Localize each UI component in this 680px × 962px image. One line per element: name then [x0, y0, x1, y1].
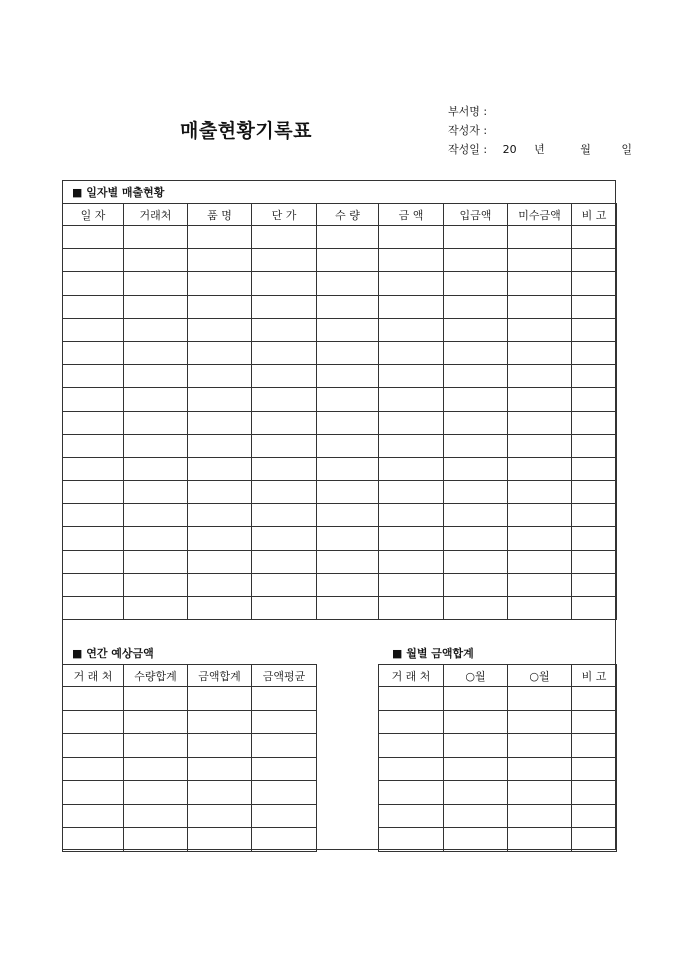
- empty-cell[interactable]: [63, 734, 124, 758]
- empty-cell[interactable]: [63, 457, 124, 480]
- empty-cell[interactable]: [188, 226, 252, 249]
- empty-cell[interactable]: [124, 388, 188, 411]
- header-cell: 입금액: [444, 204, 508, 226]
- empty-cell[interactable]: [252, 434, 317, 457]
- empty-cell[interactable]: [572, 550, 617, 573]
- empty-cell[interactable]: [252, 527, 317, 550]
- empty-cell[interactable]: [124, 573, 188, 596]
- annual-row: [63, 687, 317, 711]
- empty-cell[interactable]: [379, 272, 444, 295]
- date-month: 월: [580, 143, 591, 156]
- empty-cell[interactable]: [508, 226, 572, 249]
- empty-cell[interactable]: [572, 734, 617, 758]
- annual-row: [63, 710, 317, 734]
- empty-cell[interactable]: [317, 341, 379, 364]
- empty-cell[interactable]: [252, 272, 317, 295]
- empty-cell[interactable]: [63, 710, 124, 734]
- empty-cell[interactable]: [63, 527, 124, 550]
- empty-cell[interactable]: [188, 249, 252, 272]
- empty-cell[interactable]: [508, 272, 572, 295]
- empty-cell[interactable]: [572, 341, 617, 364]
- empty-cell[interactable]: [379, 573, 444, 596]
- header-cell: 거 래 처: [379, 665, 444, 687]
- empty-cell[interactable]: [124, 504, 188, 527]
- empty-cell[interactable]: [508, 828, 572, 852]
- empty-cell[interactable]: [444, 365, 508, 388]
- dept-field: [448, 103, 487, 119]
- empty-cell[interactable]: [188, 710, 252, 734]
- annual-row: [63, 757, 317, 781]
- empty-cell[interactable]: [444, 341, 508, 364]
- daily-section-title: ■ 일자별 매출현황: [72, 186, 165, 199]
- header-cell: 수 량: [317, 204, 379, 226]
- dept-label: 부서명 :: [448, 105, 488, 118]
- empty-cell[interactable]: [124, 804, 188, 828]
- empty-cell[interactable]: [508, 757, 572, 781]
- empty-cell[interactable]: [379, 226, 444, 249]
- empty-cell[interactable]: [252, 828, 317, 852]
- empty-cell[interactable]: [572, 388, 617, 411]
- monthly-row: [379, 804, 617, 828]
- empty-cell[interactable]: [63, 597, 124, 620]
- daily-row: [63, 272, 617, 295]
- empty-cell[interactable]: [63, 434, 124, 457]
- empty-cell[interactable]: [124, 734, 188, 758]
- empty-cell[interactable]: [188, 734, 252, 758]
- empty-cell[interactable]: [508, 341, 572, 364]
- empty-cell[interactable]: [252, 550, 317, 573]
- empty-cell[interactable]: [63, 226, 124, 249]
- daily-sales-table: [62, 203, 617, 620]
- empty-cell[interactable]: [188, 318, 252, 341]
- annual-row: [63, 804, 317, 828]
- empty-cell[interactable]: [124, 527, 188, 550]
- empty-cell[interactable]: [252, 318, 317, 341]
- empty-cell[interactable]: [124, 687, 188, 711]
- empty-cell[interactable]: [252, 226, 317, 249]
- empty-cell[interactable]: [379, 550, 444, 573]
- empty-cell[interactable]: [572, 573, 617, 596]
- daily-row: [63, 573, 617, 596]
- empty-cell[interactable]: [317, 388, 379, 411]
- empty-cell[interactable]: [508, 388, 572, 411]
- daily-row: [63, 295, 617, 318]
- empty-cell[interactable]: [508, 710, 572, 734]
- header-cell: 품 명: [188, 204, 252, 226]
- annual-row: [63, 734, 317, 758]
- daily-row: [63, 550, 617, 573]
- empty-cell[interactable]: [444, 734, 508, 758]
- empty-cell[interactable]: [63, 249, 124, 272]
- empty-cell[interactable]: [508, 597, 572, 620]
- empty-cell[interactable]: [508, 411, 572, 434]
- empty-cell[interactable]: [63, 573, 124, 596]
- daily-row: [63, 504, 617, 527]
- empty-cell[interactable]: [124, 457, 188, 480]
- empty-cell[interactable]: [508, 687, 572, 711]
- empty-cell[interactable]: [572, 828, 617, 852]
- empty-cell[interactable]: [508, 804, 572, 828]
- empty-cell[interactable]: [379, 341, 444, 364]
- empty-cell[interactable]: [63, 757, 124, 781]
- empty-cell[interactable]: [379, 434, 444, 457]
- empty-cell[interactable]: [317, 295, 379, 318]
- empty-cell[interactable]: [444, 573, 508, 596]
- empty-cell[interactable]: [444, 710, 508, 734]
- empty-cell[interactable]: [444, 411, 508, 434]
- empty-cell[interactable]: [572, 687, 617, 711]
- empty-cell[interactable]: [379, 318, 444, 341]
- header-cell: ○월: [508, 665, 572, 687]
- empty-cell[interactable]: [572, 295, 617, 318]
- empty-cell[interactable]: [444, 527, 508, 550]
- header-cell: ○월: [444, 665, 508, 687]
- daily-row: [63, 226, 617, 249]
- empty-cell[interactable]: [124, 365, 188, 388]
- empty-cell[interactable]: [188, 597, 252, 620]
- empty-cell[interactable]: [444, 318, 508, 341]
- annual-section-title: ■ 연간 예상금액: [72, 647, 154, 660]
- empty-cell[interactable]: [252, 249, 317, 272]
- empty-cell[interactable]: [188, 365, 252, 388]
- empty-cell[interactable]: [572, 757, 617, 781]
- empty-cell[interactable]: [317, 434, 379, 457]
- empty-cell[interactable]: [188, 295, 252, 318]
- header-cell: 금 액: [379, 204, 444, 226]
- empty-cell[interactable]: [572, 781, 617, 805]
- empty-cell[interactable]: [63, 318, 124, 341]
- empty-cell[interactable]: [188, 411, 252, 434]
- empty-cell[interactable]: [188, 687, 252, 711]
- empty-cell[interactable]: [508, 457, 572, 480]
- empty-cell[interactable]: [252, 365, 317, 388]
- empty-cell[interactable]: [444, 457, 508, 480]
- empty-cell[interactable]: [63, 272, 124, 295]
- empty-cell[interactable]: [444, 828, 508, 852]
- empty-cell[interactable]: [508, 573, 572, 596]
- empty-cell[interactable]: [444, 804, 508, 828]
- empty-cell[interactable]: [572, 318, 617, 341]
- monthly-total-table: [378, 664, 617, 852]
- empty-cell[interactable]: [252, 804, 317, 828]
- empty-cell[interactable]: [124, 781, 188, 805]
- daily-row: [63, 434, 617, 457]
- empty-cell[interactable]: [124, 411, 188, 434]
- author-field: [448, 122, 487, 138]
- empty-cell[interactable]: [188, 781, 252, 805]
- monthly-row: [379, 781, 617, 805]
- daily-row: [63, 341, 617, 364]
- annual-row: [63, 828, 317, 852]
- empty-cell[interactable]: [124, 710, 188, 734]
- empty-cell[interactable]: [188, 757, 252, 781]
- header-cell: 금액평균: [252, 665, 317, 687]
- empty-cell[interactable]: [508, 527, 572, 550]
- date-year-prefix: 20: [502, 143, 517, 156]
- empty-cell[interactable]: [444, 249, 508, 272]
- empty-cell[interactable]: [317, 481, 379, 504]
- empty-cell[interactable]: [444, 687, 508, 711]
- empty-cell[interactable]: [444, 272, 508, 295]
- empty-cell[interactable]: [188, 804, 252, 828]
- empty-cell[interactable]: [379, 804, 444, 828]
- empty-cell[interactable]: [63, 804, 124, 828]
- empty-cell[interactable]: [188, 504, 252, 527]
- empty-cell[interactable]: [379, 411, 444, 434]
- empty-cell[interactable]: [508, 550, 572, 573]
- empty-cell[interactable]: [508, 295, 572, 318]
- date-field: [448, 141, 632, 157]
- empty-cell[interactable]: [252, 388, 317, 411]
- empty-cell[interactable]: [188, 457, 252, 480]
- empty-cell[interactable]: [444, 550, 508, 573]
- empty-cell[interactable]: [508, 781, 572, 805]
- daily-row: [63, 365, 617, 388]
- annual-row: [63, 781, 317, 805]
- empty-cell[interactable]: [317, 226, 379, 249]
- empty-cell[interactable]: [379, 388, 444, 411]
- empty-cell[interactable]: [188, 527, 252, 550]
- empty-cell[interactable]: [63, 411, 124, 434]
- empty-cell[interactable]: [379, 504, 444, 527]
- daily-row: [63, 527, 617, 550]
- empty-cell[interactable]: [252, 341, 317, 364]
- empty-cell[interactable]: [188, 388, 252, 411]
- empty-cell[interactable]: [317, 318, 379, 341]
- empty-cell[interactable]: [188, 434, 252, 457]
- empty-cell[interactable]: [63, 781, 124, 805]
- empty-cell[interactable]: [124, 597, 188, 620]
- empty-cell[interactable]: [317, 457, 379, 480]
- header-cell: 일 자: [63, 204, 124, 226]
- daily-header-row: [63, 204, 617, 226]
- empty-cell[interactable]: [379, 757, 444, 781]
- empty-cell[interactable]: [63, 504, 124, 527]
- empty-cell[interactable]: [124, 272, 188, 295]
- empty-cell[interactable]: [188, 341, 252, 364]
- header-cell: 거래처: [124, 204, 188, 226]
- empty-cell[interactable]: [572, 272, 617, 295]
- daily-row: [63, 481, 617, 504]
- monthly-row: [379, 734, 617, 758]
- header-cell: 미수금액: [508, 204, 572, 226]
- empty-cell[interactable]: [63, 341, 124, 364]
- monthly-header-row: [379, 665, 617, 687]
- annual-header-row: [63, 665, 317, 687]
- empty-cell[interactable]: [252, 457, 317, 480]
- empty-cell[interactable]: [508, 249, 572, 272]
- header-cell: 비 고: [572, 665, 617, 687]
- empty-cell[interactable]: [379, 295, 444, 318]
- empty-cell[interactable]: [444, 434, 508, 457]
- empty-cell[interactable]: [572, 710, 617, 734]
- empty-cell[interactable]: [444, 504, 508, 527]
- empty-cell[interactable]: [317, 527, 379, 550]
- daily-row: [63, 388, 617, 411]
- empty-cell[interactable]: [252, 481, 317, 504]
- empty-cell[interactable]: [124, 295, 188, 318]
- empty-cell[interactable]: [63, 388, 124, 411]
- header-cell: 거 래 처: [63, 665, 124, 687]
- empty-cell[interactable]: [379, 734, 444, 758]
- empty-cell[interactable]: [444, 757, 508, 781]
- monthly-section-title: ■ 월별 금액합계: [392, 647, 474, 660]
- empty-cell[interactable]: [317, 272, 379, 295]
- empty-cell[interactable]: [124, 828, 188, 852]
- header-cell: 비 고: [572, 204, 617, 226]
- empty-cell[interactable]: [317, 573, 379, 596]
- empty-cell[interactable]: [444, 781, 508, 805]
- empty-cell[interactable]: [508, 504, 572, 527]
- empty-cell[interactable]: [124, 226, 188, 249]
- empty-cell[interactable]: [188, 481, 252, 504]
- daily-row: [63, 249, 617, 272]
- empty-cell[interactable]: [63, 481, 124, 504]
- author-label: 작성자 :: [448, 124, 488, 137]
- empty-cell[interactable]: [379, 597, 444, 620]
- daily-row: [63, 597, 617, 620]
- empty-cell[interactable]: [252, 411, 317, 434]
- empty-cell[interactable]: [379, 457, 444, 480]
- empty-cell[interactable]: [572, 365, 617, 388]
- empty-cell[interactable]: [317, 249, 379, 272]
- date-day: 일: [621, 143, 633, 156]
- monthly-row: [379, 757, 617, 781]
- empty-cell[interactable]: [572, 226, 617, 249]
- header-cell: 단 가: [252, 204, 317, 226]
- empty-cell[interactable]: [252, 734, 317, 758]
- daily-row: [63, 318, 617, 341]
- empty-cell[interactable]: [124, 757, 188, 781]
- empty-cell[interactable]: [252, 710, 317, 734]
- empty-cell[interactable]: [252, 573, 317, 596]
- empty-cell[interactable]: [444, 597, 508, 620]
- empty-cell[interactable]: [508, 734, 572, 758]
- empty-cell[interactable]: [379, 249, 444, 272]
- empty-cell[interactable]: [379, 527, 444, 550]
- empty-cell[interactable]: [444, 226, 508, 249]
- empty-cell[interactable]: [508, 481, 572, 504]
- date-label: 작성일 :: [448, 143, 488, 156]
- daily-row: [63, 411, 617, 434]
- empty-cell[interactable]: [572, 411, 617, 434]
- empty-cell[interactable]: [124, 550, 188, 573]
- empty-cell[interactable]: [317, 365, 379, 388]
- empty-cell[interactable]: [63, 550, 124, 573]
- empty-cell[interactable]: [188, 550, 252, 573]
- annual-estimate-table: [62, 664, 317, 852]
- empty-cell[interactable]: [124, 318, 188, 341]
- empty-cell[interactable]: [188, 272, 252, 295]
- monthly-row: [379, 687, 617, 711]
- empty-cell[interactable]: [252, 757, 317, 781]
- page-title: 매출현황기록표: [180, 120, 312, 142]
- empty-cell[interactable]: [63, 295, 124, 318]
- daily-row: [63, 457, 617, 480]
- monthly-row: [379, 710, 617, 734]
- header-cell: 금액합계: [188, 665, 252, 687]
- empty-cell[interactable]: [572, 504, 617, 527]
- empty-cell[interactable]: [252, 781, 317, 805]
- empty-cell[interactable]: [188, 828, 252, 852]
- empty-cell[interactable]: [124, 341, 188, 364]
- empty-cell[interactable]: [572, 597, 617, 620]
- empty-cell[interactable]: [508, 434, 572, 457]
- empty-cell[interactable]: [379, 710, 444, 734]
- empty-cell[interactable]: [572, 481, 617, 504]
- empty-cell[interactable]: [252, 295, 317, 318]
- empty-cell[interactable]: [572, 457, 617, 480]
- date-year: 년: [534, 143, 545, 156]
- empty-cell[interactable]: [124, 481, 188, 504]
- empty-cell[interactable]: [444, 481, 508, 504]
- empty-cell[interactable]: [63, 828, 124, 852]
- empty-cell[interactable]: [379, 481, 444, 504]
- empty-cell[interactable]: [508, 365, 572, 388]
- empty-cell[interactable]: [124, 249, 188, 272]
- empty-cell[interactable]: [572, 527, 617, 550]
- empty-cell[interactable]: [572, 804, 617, 828]
- empty-cell[interactable]: [444, 388, 508, 411]
- monthly-row: [379, 828, 617, 852]
- empty-cell[interactable]: [379, 365, 444, 388]
- empty-cell[interactable]: [508, 318, 572, 341]
- header-cell: 수량합계: [124, 665, 188, 687]
- empty-cell[interactable]: [317, 504, 379, 527]
- empty-cell[interactable]: [379, 781, 444, 805]
- empty-cell[interactable]: [379, 828, 444, 852]
- empty-cell[interactable]: [188, 573, 252, 596]
- empty-cell[interactable]: [124, 434, 188, 457]
- empty-cell[interactable]: [317, 597, 379, 620]
- empty-cell[interactable]: [317, 411, 379, 434]
- empty-cell[interactable]: [63, 365, 124, 388]
- empty-cell[interactable]: [317, 550, 379, 573]
- empty-cell[interactable]: [252, 597, 317, 620]
- empty-cell[interactable]: [252, 687, 317, 711]
- empty-cell[interactable]: [379, 687, 444, 711]
- empty-cell[interactable]: [572, 434, 617, 457]
- empty-cell[interactable]: [252, 504, 317, 527]
- empty-cell[interactable]: [444, 295, 508, 318]
- empty-cell[interactable]: [63, 687, 124, 711]
- empty-cell[interactable]: [572, 249, 617, 272]
